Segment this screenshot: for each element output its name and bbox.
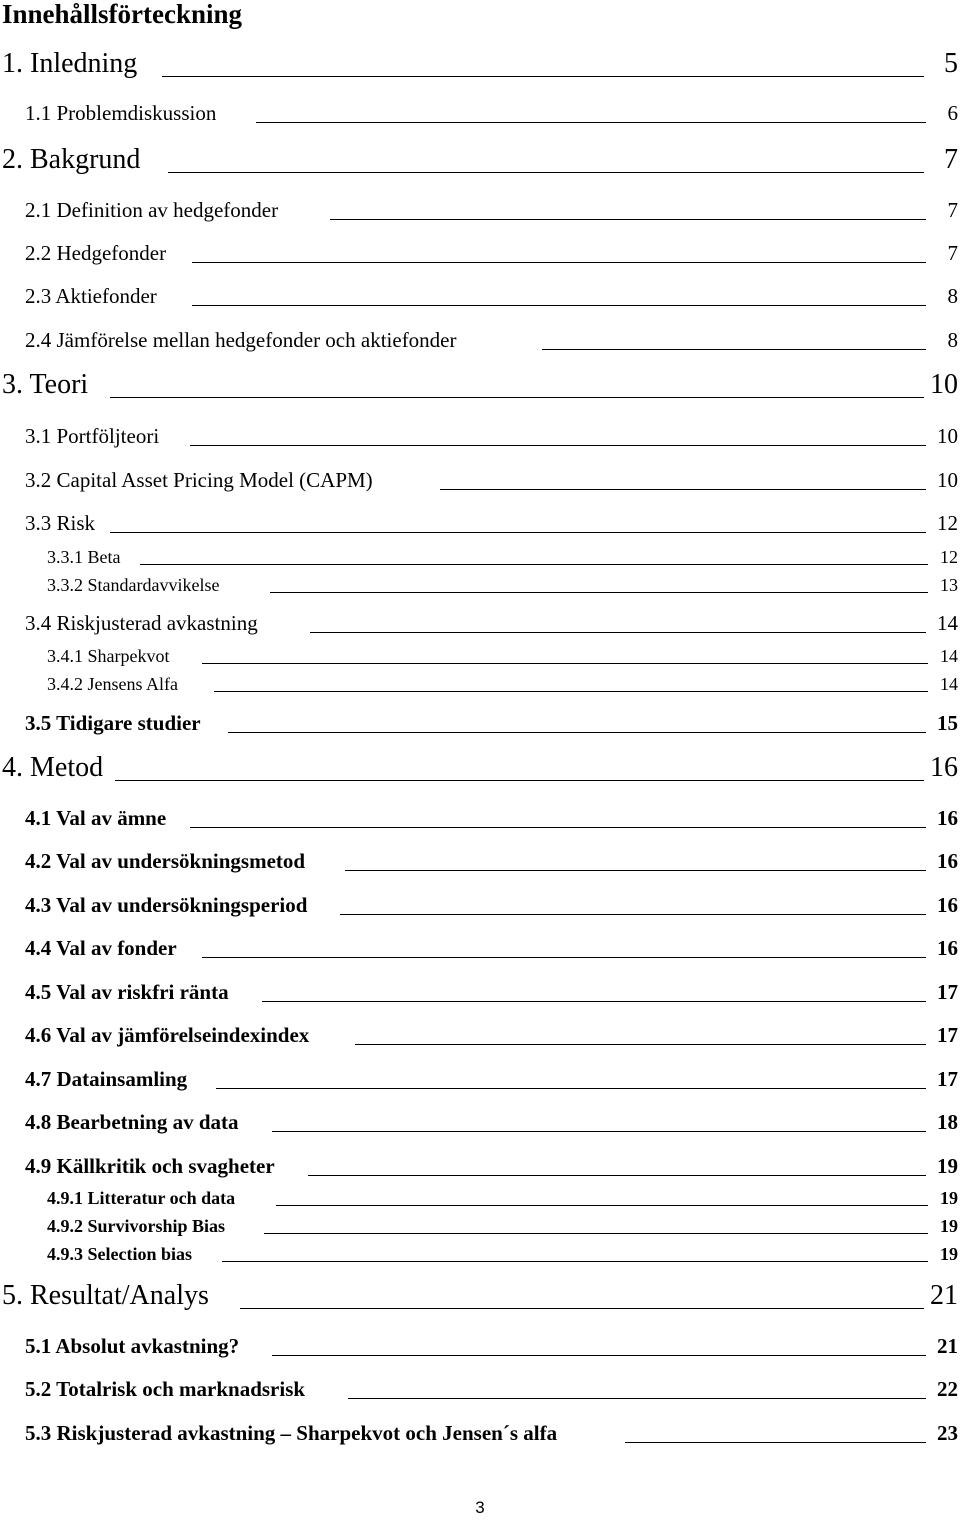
leader-line (192, 305, 926, 306)
leader-line (140, 564, 928, 565)
toc-entry-5-3[interactable] (0, 1420, 960, 1444)
toc-entry-page: 21 (930, 1280, 958, 1311)
toc-entry-page: 17 (937, 980, 958, 1004)
toc-entry-page: 5 (944, 48, 958, 79)
leader-line (355, 1044, 926, 1045)
toc-entry-title: 4.8 Bearbetning av data (25, 1110, 239, 1134)
leader-line (542, 349, 926, 350)
leader-line (190, 827, 926, 828)
toc-entry-4-2[interactable] (0, 848, 960, 872)
leader-line (216, 1088, 926, 1089)
toc-entry-page: 23 (937, 1421, 958, 1445)
toc-entry-5-1[interactable] (0, 1333, 960, 1357)
toc-entry-title: 5.3 Riskjusterad avkastning – Sharpekvot och Jensen´s alfa (25, 1421, 558, 1445)
leader-line (256, 122, 926, 123)
toc-entry-page: 7 (947, 198, 958, 222)
toc-entry-page: 19 (937, 1154, 958, 1178)
toc-entry-3-2[interactable] (0, 467, 960, 491)
toc-entry-page: 12 (940, 547, 958, 567)
toc-entry-title: 4.6 Val av jämförelseindexindex (25, 1023, 310, 1047)
leader-line (168, 172, 924, 173)
toc-entry-page: 7 (944, 144, 958, 175)
leader-line (202, 663, 928, 664)
toc-entry-1[interactable] (0, 48, 960, 79)
toc-entry-page: 6 (947, 101, 958, 125)
toc-entry-title: 5.1 Absolut avkastning? (25, 1334, 240, 1358)
toc-entry-3-3-1[interactable] (0, 542, 960, 566)
toc-entry-page: 10 (937, 424, 958, 448)
toc-entry-page: 7 (947, 241, 958, 265)
toc-entry-4-3[interactable] (0, 892, 960, 916)
toc-entry-page: 22 (937, 1377, 958, 1401)
toc-entry-title: 5. Resultat/Analys (2, 1280, 209, 1311)
toc-entry-title: 4.3 Val av undersökningsperiod (25, 893, 308, 917)
leader-line (272, 1355, 926, 1356)
toc-entry-3-1[interactable] (0, 423, 960, 447)
toc-entry-title: 2.2 Hedgefonder (25, 241, 167, 265)
toc-entry-page: 16 (937, 849, 958, 873)
toc-entry-page: 21 (937, 1334, 958, 1358)
toc-entry-page: 12 (937, 511, 958, 535)
toc-entry-title: 3. Teori (2, 369, 89, 400)
leader-line (228, 732, 926, 733)
leader-line (214, 691, 928, 692)
toc-entry-2[interactable] (0, 144, 960, 175)
toc-entry-4-7[interactable] (0, 1066, 960, 1090)
leader-line (308, 1175, 926, 1176)
toc-entry-1-1[interactable] (0, 100, 960, 124)
toc-entry-page: 14 (940, 646, 958, 666)
toc-entry-title: 2. Bakgrund (2, 144, 141, 175)
toc-entry-title: 4.2 Val av undersökningsmetod (25, 849, 306, 873)
toc-entry-2-4[interactable] (0, 327, 960, 351)
toc-entry-4-9-3[interactable] (0, 1239, 960, 1263)
leader-line (264, 1233, 928, 1234)
toc-entry-5-2[interactable] (0, 1376, 960, 1400)
toc-entry-page: 17 (937, 1067, 958, 1091)
toc-entry-3-4-2[interactable] (0, 669, 960, 693)
toc-entry-4-8[interactable] (0, 1109, 960, 1133)
toc-entry-title: 3.1 Portföljteori (25, 424, 160, 448)
toc-entry-page: 16 (937, 893, 958, 917)
toc-entry-4-4[interactable] (0, 935, 960, 959)
toc-entry-title: 4.9.1 Litteratur och data (47, 1188, 236, 1208)
toc-entry-page: 17 (937, 1023, 958, 1047)
toc-entry-title: 5.2 Totalrisk och marknadsrisk (25, 1377, 306, 1401)
toc-entry-title: 4.9 Källkritik och svagheter (25, 1154, 275, 1178)
toc-entry-4-1[interactable] (0, 805, 960, 829)
leader-line (340, 914, 926, 915)
toc-entry-4-6[interactable] (0, 1022, 960, 1046)
toc-entry-3-4-1[interactable] (0, 641, 960, 665)
leader-line (240, 1308, 924, 1309)
toc-entry-title: 2.1 Definition av hedgefonder (25, 198, 279, 222)
toc-entry-title: 4.9.3 Selection bias (47, 1244, 193, 1264)
toc-entry-2-2[interactable] (0, 240, 960, 264)
toc-entry-title: 3.2 Capital Asset Pricing Model (CAPM) (25, 468, 373, 492)
toc-entry-3-5[interactable] (0, 710, 960, 734)
toc-entry-3[interactable] (0, 369, 960, 400)
leader-line (110, 397, 924, 398)
toc-entry-title: 3.4.2 Jensens Alfa (47, 674, 178, 694)
toc-entry-page: 18 (937, 1110, 958, 1134)
leader-line (115, 780, 924, 781)
leader-line (348, 1398, 926, 1399)
toc-entry-3-3-2[interactable] (0, 570, 960, 594)
toc-entry-title: 3.3.2 Standardavvikelse (47, 575, 220, 595)
leader-line (162, 76, 924, 77)
leader-line (310, 632, 926, 633)
toc-entry-title: 3.4.1 Sharpekvot (47, 646, 170, 666)
leader-line (440, 489, 926, 490)
toc-entry-page: 14 (940, 674, 958, 694)
toc-entry-page: 13 (940, 575, 958, 595)
toc-entry-4-9-1[interactable] (0, 1183, 960, 1207)
toc-entry-4-9-2[interactable] (0, 1211, 960, 1235)
toc-entry-page: 14 (937, 611, 958, 635)
toc-entry-title: 3.5 Tidigare studier (25, 711, 201, 735)
toc-entry-page: 15 (937, 711, 958, 735)
toc-entry-page: 16 (930, 752, 958, 783)
toc-entry-title: 2.4 Jämförelse mellan hedgefonder och aktiefonder (25, 328, 457, 352)
toc-entry-page: 8 (947, 328, 958, 352)
toc-entry-4-5[interactable] (0, 979, 960, 1003)
toc-entry-title: 4.1 Val av ämne (25, 806, 167, 830)
toc-entry-3-4[interactable] (0, 610, 960, 634)
leader-line (190, 445, 926, 446)
leader-line (272, 1131, 926, 1132)
toc-entry-4[interactable] (0, 752, 960, 783)
leader-line (110, 532, 926, 533)
leader-line (625, 1442, 926, 1443)
toc-entry-title: 4.7 Datainsamling (25, 1067, 188, 1091)
toc-entry-page: 16 (937, 806, 958, 830)
toc-entry-title: 3.3 Risk (25, 511, 96, 535)
leader-line (222, 1261, 928, 1262)
toc-entry-page: 16 (937, 936, 958, 960)
leader-line (345, 870, 926, 871)
toc-heading: Innehållsförteckning (2, 0, 243, 29)
leader-line (192, 262, 926, 263)
toc-entry-page: 10 (930, 369, 958, 400)
toc-entry-page: 19 (940, 1188, 958, 1208)
toc-entry-title: 4.4 Val av fonder (25, 936, 177, 960)
toc-entry-title: 2.3 Aktiefonder (25, 284, 157, 308)
toc-entry-5[interactable] (0, 1280, 960, 1311)
leader-line (262, 1001, 926, 1002)
toc-entry-page: 10 (937, 468, 958, 492)
toc-entry-title: 3.4 Riskjusterad avkastning (25, 611, 258, 635)
toc-entry-2-3[interactable] (0, 283, 960, 307)
toc-entry-page: 8 (947, 284, 958, 308)
toc-entry-title: 3.3.1 Beta (47, 547, 121, 567)
toc-entry-page: 19 (940, 1216, 958, 1236)
toc-entry-page: 19 (940, 1244, 958, 1264)
toc-entry-title: 4.9.2 Survivorship Bias (47, 1216, 226, 1236)
toc-entry-title: 1.1 Problemdiskussion (25, 101, 217, 125)
leader-line (330, 219, 926, 220)
toc-entry-title: 1. Inledning (2, 48, 138, 79)
toc-entry-title: 4. Metod (2, 752, 104, 783)
toc-entry-title: 4.5 Val av riskfri ränta (25, 980, 229, 1004)
toc-entry-3-3[interactable] (0, 510, 960, 534)
page-number: 3 (475, 1498, 485, 1517)
toc-entry-4-9[interactable] (0, 1153, 960, 1177)
leader-line (202, 957, 926, 958)
leader-line (270, 592, 928, 593)
leader-line (276, 1205, 928, 1206)
toc-entry-2-1[interactable] (0, 197, 960, 221)
